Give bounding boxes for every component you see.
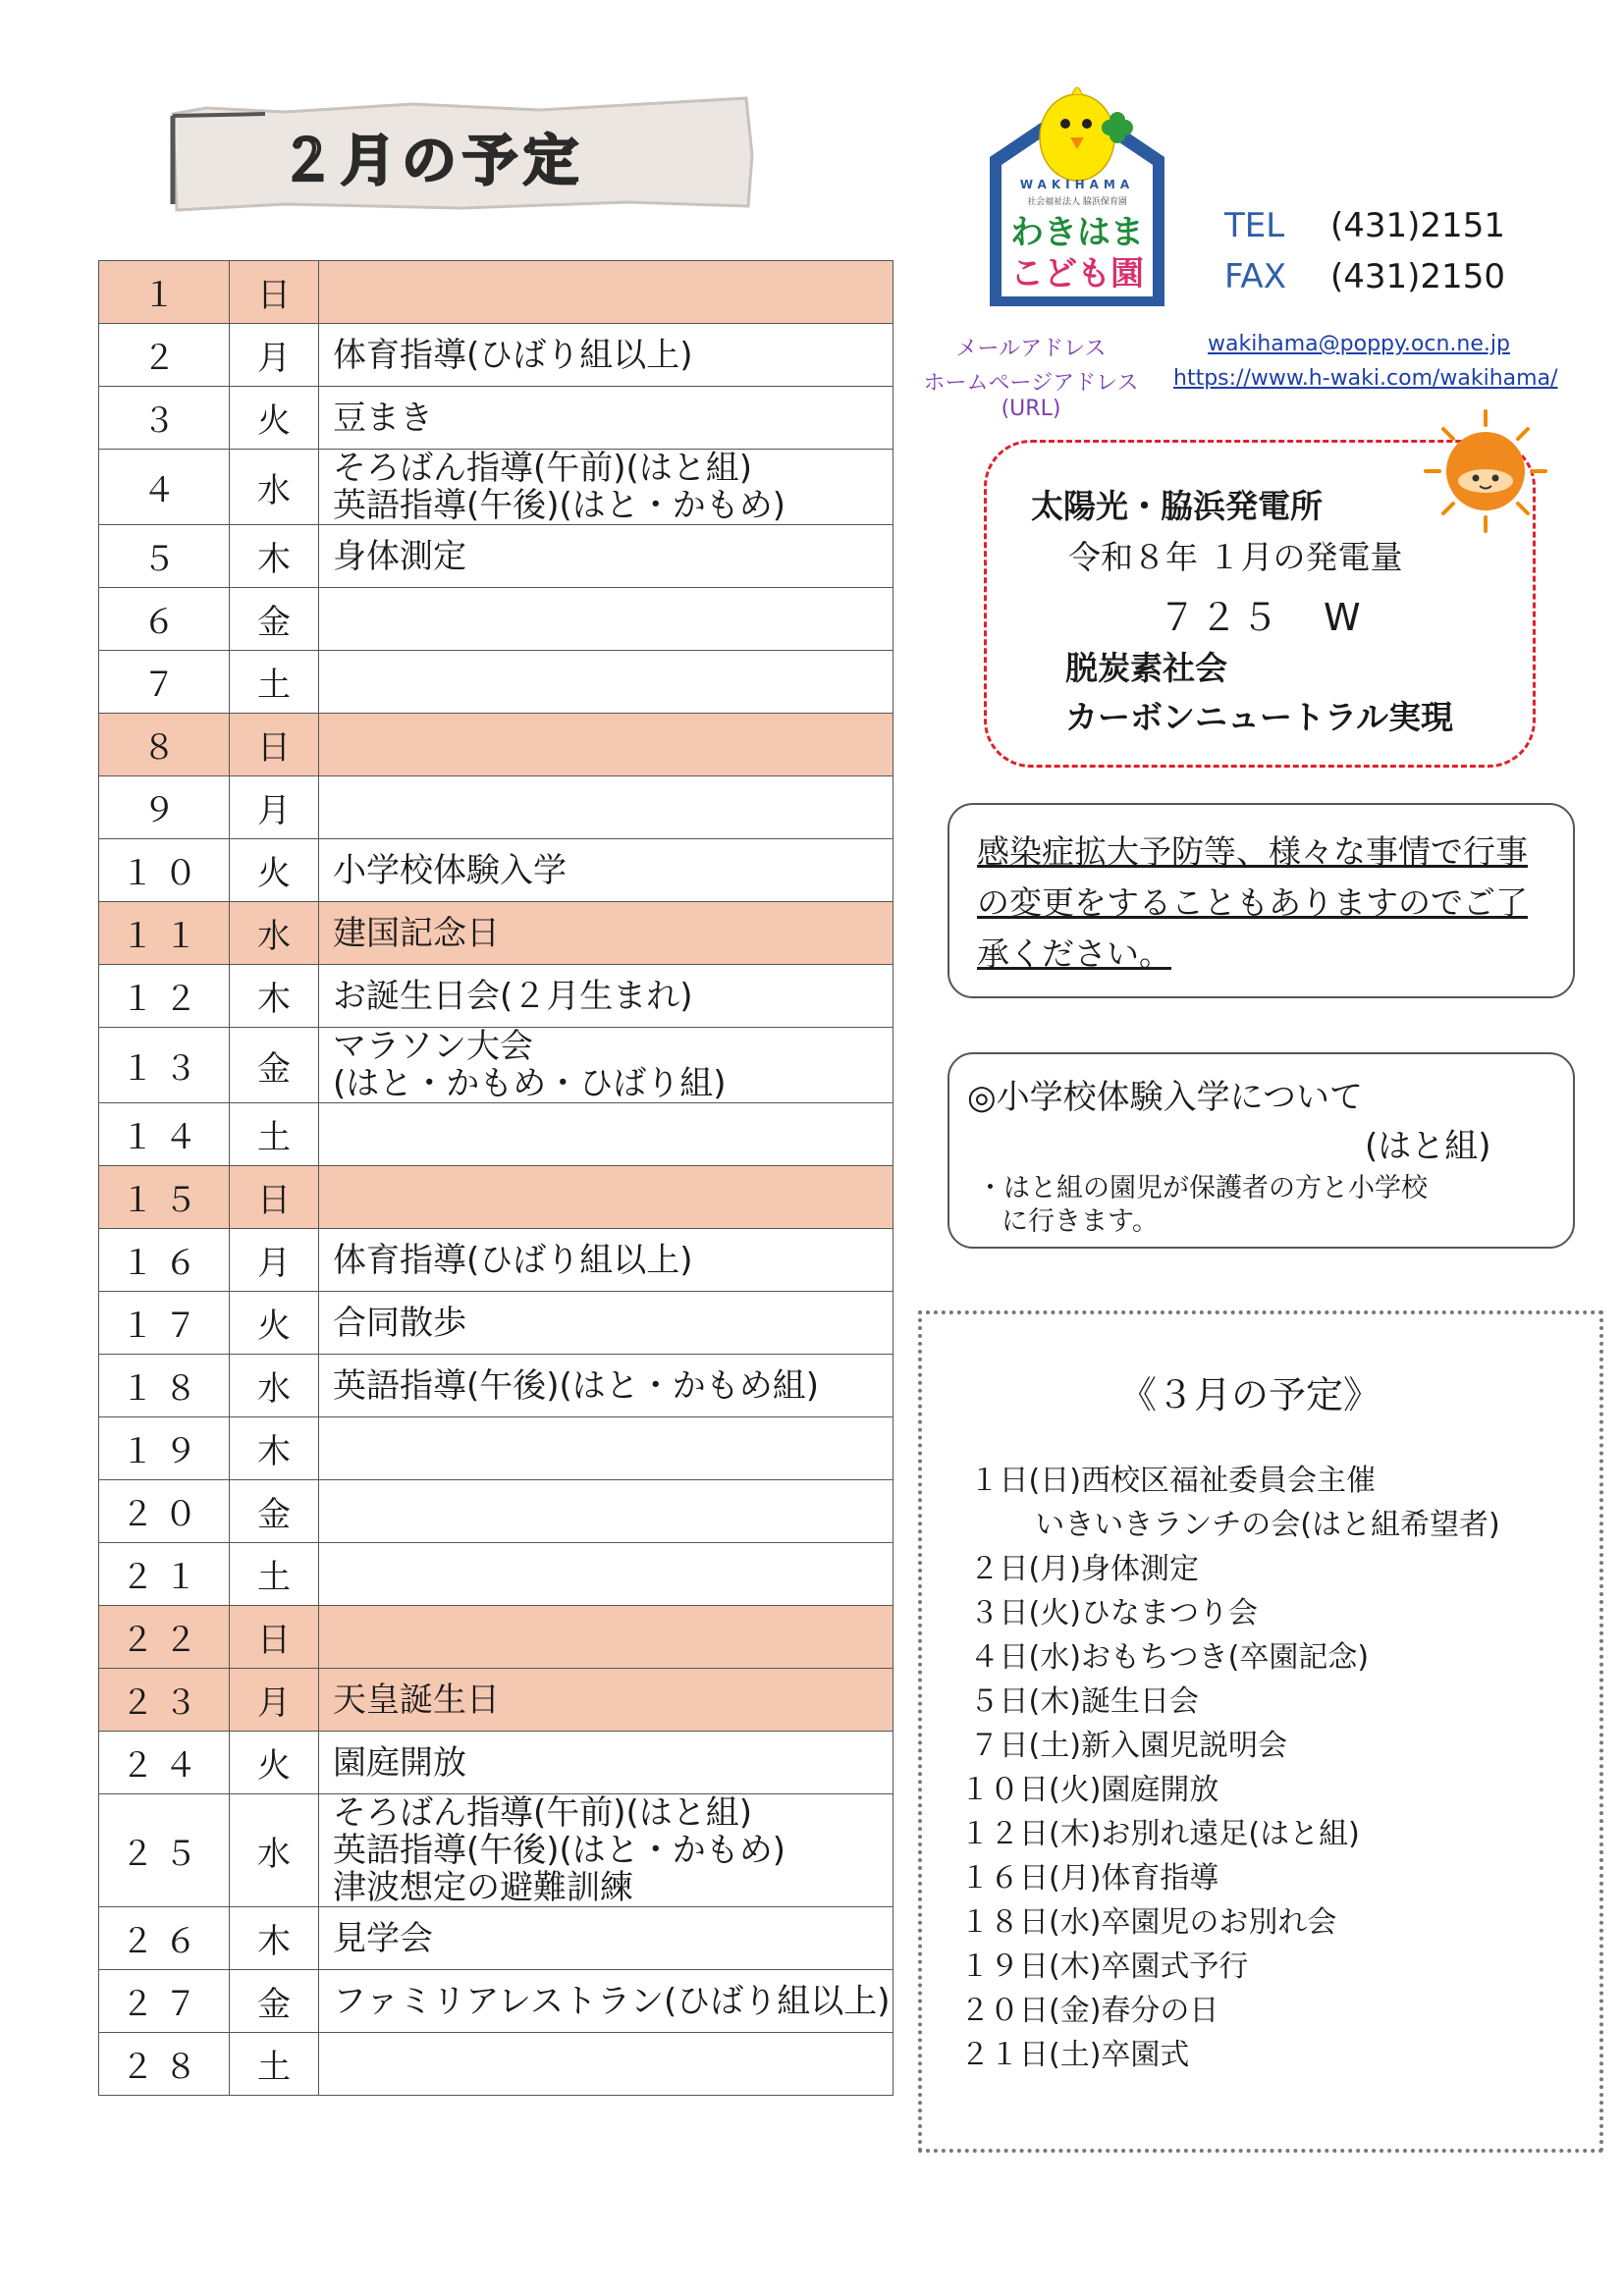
day-cell: ５ — [99, 525, 230, 588]
day-cell: １０ — [99, 839, 230, 902]
day-cell: １７ — [99, 1292, 230, 1355]
weekday-cell: 火 — [230, 387, 319, 450]
schedule-row — [99, 1794, 893, 1907]
event-cell: そろばん指導(午前)(はと組) 英語指導(午後)(はと・かもめ) 津波想定の避難訓練 — [319, 1794, 893, 1907]
event-cell — [319, 1166, 893, 1229]
day-cell: ２３ — [99, 1669, 230, 1732]
march-item: ２日(月)身体測定 — [960, 1552, 1199, 1586]
march-title: 《３月の予定》 — [1119, 1373, 1381, 1416]
march-item: １６日(月)体育指導 — [960, 1861, 1219, 1896]
solar-title: 太陽光・脇浜発電所 — [1031, 487, 1323, 525]
weekday-cell: 月 — [230, 1229, 319, 1292]
day-cell: ３ — [99, 387, 230, 450]
schedule-row — [99, 1669, 893, 1732]
notice-text — [977, 827, 1556, 980]
event-cell — [319, 714, 893, 776]
weekday-cell: 金 — [230, 1028, 319, 1103]
march-item: １８日(水)卒園児のお別れ会 — [960, 1905, 1337, 1940]
day-cell: １１ — [99, 902, 230, 965]
march-item: ５日(木)誕生日会 — [960, 1684, 1199, 1719]
schedule-table — [98, 260, 893, 2096]
notice-line2: の変更をすることもありますのでご了 — [977, 883, 1528, 922]
day-cell: １ — [99, 261, 230, 324]
day-cell: ２６ — [99, 1907, 230, 1970]
schedule-row — [99, 776, 893, 839]
homepage-link[interactable]: https://www.h-waki.com/wakihama/ — [1173, 366, 1558, 391]
weekday-cell: 日 — [230, 1606, 319, 1669]
solar-subtitle: 令和８年 １月の発電量 — [1068, 538, 1403, 576]
day-cell: ２１ — [99, 1543, 230, 1606]
kindergarten-logo — [982, 59, 1173, 314]
logo-org: 社会福祉法人 脇浜保育園 — [1027, 197, 1127, 207]
solar-line2: カーボンニュートラル実現 — [1065, 698, 1454, 736]
schedule-row — [99, 588, 893, 651]
day-cell: １４ — [99, 1103, 230, 1166]
school-visit-title: ◎小学校体験入学について — [967, 1078, 1363, 1117]
schedule-row — [99, 525, 893, 588]
march-item: ３日(火)ひなまつり会 — [960, 1596, 1258, 1630]
day-cell: １８ — [99, 1355, 230, 1417]
schedule-row — [99, 2033, 893, 2096]
schedule-row — [99, 1103, 893, 1166]
weekday-cell: 土 — [230, 2033, 319, 2096]
mail-label: メールアドレス — [955, 337, 1107, 361]
weekday-cell: 木 — [230, 965, 319, 1028]
solar-line1: 脱炭素社会 — [1065, 649, 1227, 687]
day-cell: ６ — [99, 588, 230, 651]
school-visit-desc1: ・はと組の園児が保護者の方と小学校 — [977, 1173, 1428, 1203]
march-item: １９日(木)卒園式予行 — [960, 1949, 1249, 1984]
march-item: ７日(土)新入園児説明会 — [960, 1729, 1287, 1763]
event-cell — [319, 588, 893, 651]
day-cell: １３ — [99, 1028, 230, 1103]
event-cell: 天皇誕生日 — [319, 1669, 893, 1732]
day-cell: ２８ — [99, 2033, 230, 2096]
schedule-row — [99, 261, 893, 324]
weekday-cell: 火 — [230, 839, 319, 902]
day-cell: １９ — [99, 1417, 230, 1480]
day-cell: ７ — [99, 651, 230, 714]
event-cell — [319, 1480, 893, 1543]
weekday-cell: 水 — [230, 1355, 319, 1417]
weekday-cell: 日 — [230, 261, 319, 324]
day-cell: １６ — [99, 1229, 230, 1292]
weekday-cell: 土 — [230, 1103, 319, 1166]
schedule-row — [99, 324, 893, 387]
event-cell: 園庭開放 — [319, 1732, 893, 1794]
fax-label: FAX — [1224, 257, 1286, 296]
notice-line1: 感染症拡大予防等、様々な事情で行事 — [977, 832, 1528, 871]
march-item: ２１日(土)卒園式 — [960, 2038, 1190, 2072]
event-cell — [319, 1543, 893, 1606]
march-item: ４日(水)おもちつき(卒園記念) — [960, 1640, 1370, 1675]
event-cell — [319, 1417, 893, 1480]
event-cell: ファミリアレストラン(ひばり組以上) — [319, 1970, 893, 2033]
event-cell — [319, 2033, 893, 2096]
weekday-cell: 日 — [230, 1166, 319, 1229]
weekday-cell: 火 — [230, 1292, 319, 1355]
sun-icon — [1422, 407, 1549, 535]
march-item: １２日(木)お別れ遠足(はと組) — [960, 1817, 1360, 1851]
schedule-row — [99, 651, 893, 714]
schedule-row — [99, 1543, 893, 1606]
march-item: ２０日(金)春分の日 — [960, 1994, 1219, 2028]
schedule-row — [99, 1355, 893, 1417]
event-cell: そろばん指導(午前)(はと組) 英語指導(午後)(はと・かもめ) — [319, 450, 893, 525]
weekday-cell: 土 — [230, 1543, 319, 1606]
event-cell — [319, 261, 893, 324]
weekday-cell: 金 — [230, 588, 319, 651]
weekday-cell: 日 — [230, 714, 319, 776]
weekday-cell: 金 — [230, 1970, 319, 2033]
schedule-row — [99, 839, 893, 902]
day-cell: ９ — [99, 776, 230, 839]
day-cell: ２２ — [99, 1606, 230, 1669]
march-item: １日(日)西校区福祉委員会主催 — [960, 1464, 1376, 1498]
day-cell: １５ — [99, 1166, 230, 1229]
day-cell: ２５ — [99, 1794, 230, 1907]
event-cell: マラソン大会 (はと・かもめ・ひばり組) — [319, 1028, 893, 1103]
day-cell: ２０ — [99, 1480, 230, 1543]
school-visit-group: (はと組) — [1365, 1127, 1491, 1166]
event-cell: 英語指導(午後)(はと・かもめ組) — [319, 1355, 893, 1417]
march-item: １０日(火)園庭開放 — [960, 1773, 1219, 1807]
weekday-cell: 水 — [230, 450, 319, 525]
schedule-row — [99, 1292, 893, 1355]
schedule-row — [99, 1166, 893, 1229]
notice-line3: 承ください。 — [977, 934, 1171, 973]
logo-name-line2: こども園 — [1010, 254, 1144, 294]
hp-label-url: (URL) — [1001, 397, 1061, 421]
fax-number: (431)2150 — [1330, 257, 1505, 296]
weekday-cell: 土 — [230, 651, 319, 714]
weekday-cell: 火 — [230, 1732, 319, 1794]
mail-link[interactable]: wakihama@poppy.ocn.ne.jp — [1208, 332, 1510, 356]
weekday-cell: 水 — [230, 902, 319, 965]
school-visit-desc2: に行きます。 — [1001, 1206, 1159, 1237]
schedule-row — [99, 1417, 893, 1480]
day-cell: １２ — [99, 965, 230, 1028]
schedule-row — [99, 1480, 893, 1543]
event-cell: 豆まき — [319, 387, 893, 450]
schedule-row — [99, 1229, 893, 1292]
event-cell: 合同散歩 — [319, 1292, 893, 1355]
schedule-row — [99, 965, 893, 1028]
event-cell: 建国記念日 — [319, 902, 893, 965]
march-item: いきいきランチの会(はと組希望者) — [960, 1508, 1500, 1542]
schedule-row — [99, 714, 893, 776]
weekday-cell: 月 — [230, 776, 319, 839]
weekday-cell: 金 — [230, 1480, 319, 1543]
solar-value: ７２５ W — [1159, 596, 1365, 639]
event-cell — [319, 1606, 893, 1669]
schedule-row — [99, 902, 893, 965]
tel-number: (431)2151 — [1330, 206, 1505, 245]
schedule-row — [99, 387, 893, 450]
event-cell: 体育指導(ひばり組以上) — [319, 324, 893, 387]
event-cell: 身体測定 — [319, 525, 893, 588]
weekday-cell: 木 — [230, 525, 319, 588]
logo-wakihama: WAKIHAMA — [1019, 178, 1135, 191]
hp-label: ホームページアドレス — [923, 371, 1139, 396]
schedule-row — [99, 1606, 893, 1669]
event-cell — [319, 651, 893, 714]
logo-name-line1: わきはま — [1010, 213, 1144, 252]
page-title: ２月の予定 — [280, 130, 584, 193]
schedule-row — [99, 1028, 893, 1103]
schedule-row — [99, 450, 893, 525]
day-cell: ２４ — [99, 1732, 230, 1794]
tel-label: TEL — [1224, 206, 1285, 245]
schedule-row — [99, 1732, 893, 1794]
event-cell: 見学会 — [319, 1907, 893, 1970]
day-cell: ２ — [99, 324, 230, 387]
weekday-cell: 木 — [230, 1907, 319, 1970]
event-cell: 体育指導(ひばり組以上) — [319, 1229, 893, 1292]
schedule-row — [99, 1907, 893, 1970]
schedule-row — [99, 1970, 893, 2033]
event-cell — [319, 776, 893, 839]
weekday-cell: 木 — [230, 1417, 319, 1480]
day-cell: ８ — [99, 714, 230, 776]
weekday-cell: 月 — [230, 324, 319, 387]
weekday-cell: 月 — [230, 1669, 319, 1732]
event-cell: 小学校体験入学 — [319, 839, 893, 902]
march-list — [960, 1456, 1500, 2074]
event-cell — [319, 1103, 893, 1166]
day-cell: ２７ — [99, 1970, 230, 2033]
weekday-cell: 水 — [230, 1794, 319, 1907]
event-cell: お誕生日会(２月生まれ) — [319, 965, 893, 1028]
day-cell: ４ — [99, 450, 230, 525]
